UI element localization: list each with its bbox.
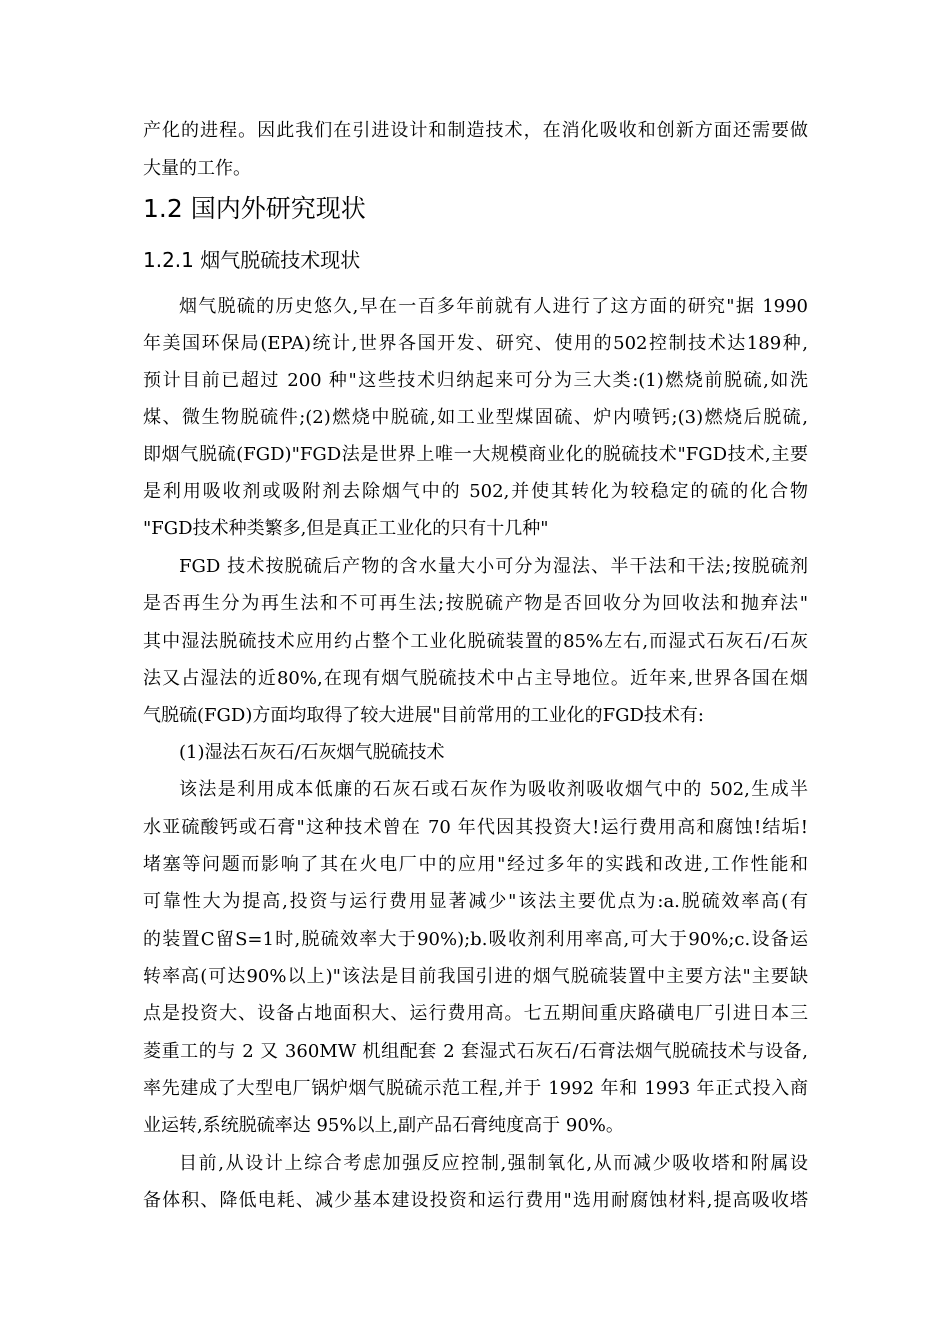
section-heading: 1.2 国内外研究现状 bbox=[143, 194, 366, 223]
paragraph-line: 备体积、降低电耗、减少基本建设投资和运行费用"选用耐腐蚀材料,提高吸收塔 bbox=[143, 1190, 808, 1211]
paragraph-line: 该法是利用成本低廉的石灰石或石灰作为吸收剂吸收烟气中的 502,生成半 bbox=[179, 779, 808, 800]
paragraph-line: 是否再生分为再生法和不可再生法;按脱硫产物是否回收分为回收法和抛弃法" bbox=[143, 593, 808, 614]
paragraph-line: 堵塞等问题而影响了其在火电厂中的应用"经过多年的实践和改进,工作性能和 bbox=[143, 854, 808, 875]
paragraph-line: 预计目前已超过 200 种"这些技术归纳起来可分为三大类:(1)燃烧前脱硫,如洗 bbox=[143, 370, 808, 391]
paragraph-line: 气脱硫(FGD)方面均取得了较大进展"目前常用的工业化的FGD技术有: bbox=[143, 705, 704, 726]
paragraph-line: FGD 技术按脱硫后产物的含水量大小可分为湿法、半干法和干法;按脱硫剂 bbox=[179, 556, 808, 577]
paragraph-line: 煤、微生物脱硫件;(2)燃烧中脱硫,如工业型煤固硫、炉内喷钙;(3)燃烧后脱硫, bbox=[143, 407, 808, 428]
paragraph-line: 点是投资大、设备占地面积大、运行费用高。七五期间重庆路磺电厂引进日本三 bbox=[143, 1003, 808, 1024]
paragraph-line: 水亚硫酸钙或石膏"这种技术曾在 70 年代因其投资大!运行费用高和腐蚀!结垢! bbox=[143, 817, 808, 838]
paragraph-line: 法又占湿法的近80%,在现有烟气脱硫技术中占主导地位。近年来,世界各国在烟 bbox=[143, 668, 808, 689]
paragraph-line: 产化的进程。因此我们在引进设计和制造技术，在消化吸收和创新方面还需要做 bbox=[143, 120, 808, 141]
paragraph-line: 率先建成了大型电厂锅炉烟气脱硫示范工程,并于 1992 年和 1993 年正式投入商 bbox=[143, 1078, 808, 1099]
list-item-heading: (1)湿法石灰石/石灰烟气脱硫技术 bbox=[179, 742, 445, 763]
paragraph-line: "FGD技术种类繁多,但是真正工业化的只有十几种" bbox=[143, 518, 549, 539]
paragraph-line: 菱重工的与 2 又 360MW 机组配套 2 套湿式石灰石/石膏法烟气脱硫技术与设备, bbox=[143, 1041, 808, 1062]
paragraph-line: 即烟气脱硫(FGD)"FGD法是世界上唯一大规模商业化的脱硫技术"FGD技术,主要 bbox=[143, 444, 808, 465]
paragraph-line: 可靠性大为提高,投资与运行费用显著减少"该法主要优点为:a.脱硫效率高(有 bbox=[143, 891, 808, 912]
paragraph-line: 是利用吸收剂或吸附剂去除烟气中的 502,并使其转化为较稳定的硫的化合物 bbox=[143, 481, 808, 502]
paragraph-line: 烟气脱硫的历史悠久,早在一百多年前就有人进行了这方面的研究"据 1990 bbox=[179, 296, 808, 317]
paragraph-line: 目前,从设计上综合考虑加强反应控制,强制氧化,从而减少吸收塔和附属设 bbox=[179, 1153, 808, 1174]
paragraph-line: 年美国环保局(EPA)统计,世界各国开发、研究、使用的502控制技术达189种, bbox=[143, 333, 808, 354]
paragraph-line: 其中湿法脱硫技术应用约占整个工业化脱硫装置的85%左右,而湿式石灰石/石灰 bbox=[143, 631, 808, 652]
subsection-heading: 1.2.1 烟气脱硫技术现状 bbox=[143, 248, 361, 272]
paragraph-line: 转率高(可达90%以上)"该法是目前我国引进的烟气脱硫装置中主要方法"主要缺 bbox=[143, 966, 808, 987]
paragraph-line: 业运转,系统脱硫率达 95%以上,副产品石膏纯度高于 90%。 bbox=[143, 1115, 624, 1136]
paragraph-line: 的装置C留S=1时,脱硫效率大于90%);b.吸收剂利用率高,可大于90%;c.设备运 bbox=[143, 929, 808, 950]
paragraph-line: 大量的工作。 bbox=[143, 158, 251, 179]
